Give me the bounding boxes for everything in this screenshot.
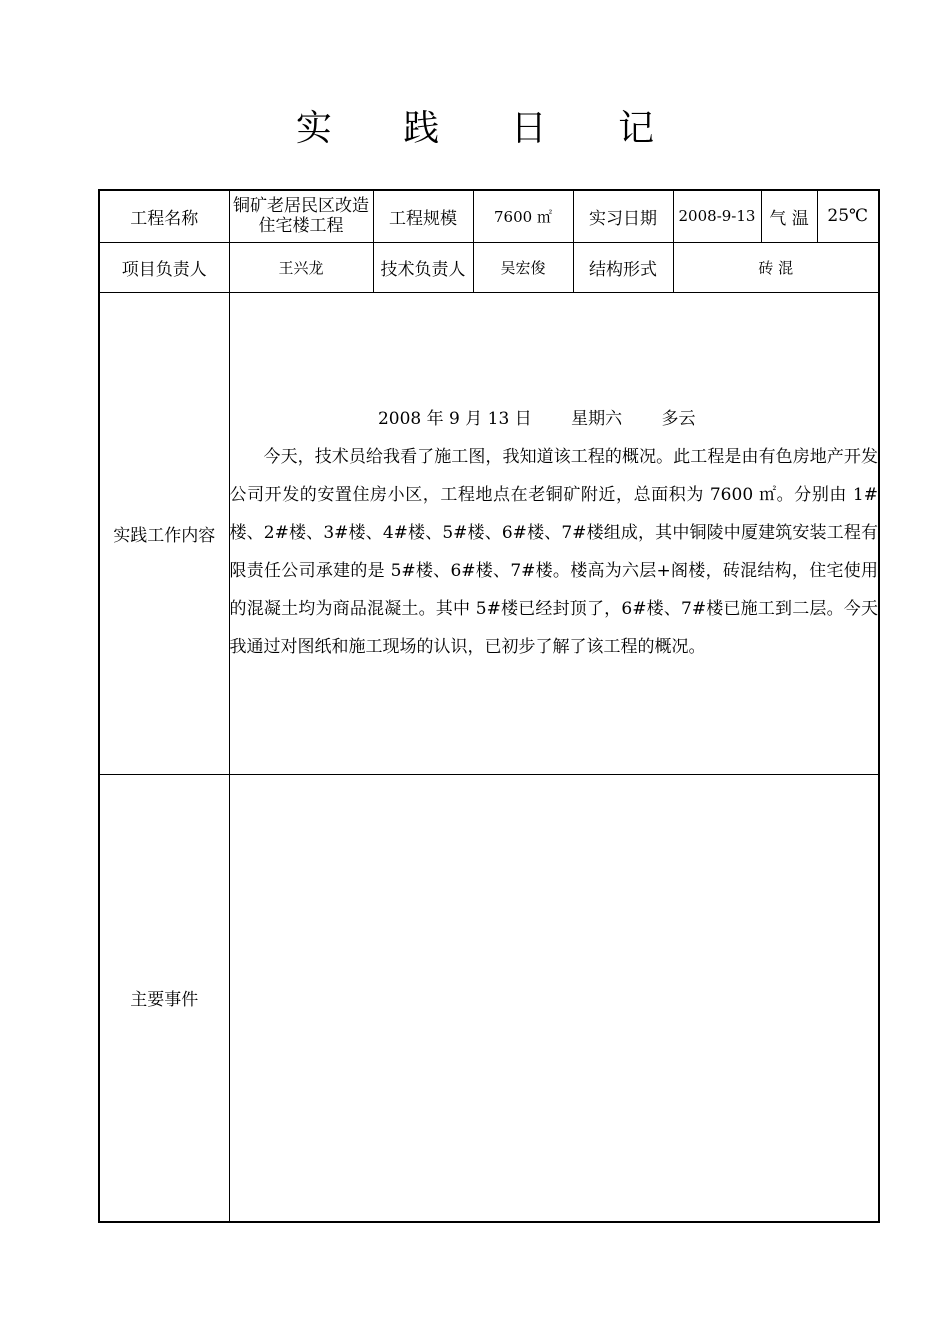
diary-weekday: 星期六 xyxy=(571,409,623,429)
diary-table xyxy=(98,189,880,1223)
diary-date: 2008 年 9 月 13 日 xyxy=(377,409,532,429)
events-label: 主要事件 xyxy=(99,774,229,1222)
header-row-2 xyxy=(99,242,879,292)
project-manager-value: 王兴龙 xyxy=(229,242,373,292)
tech-manager-label: 技术负责人 xyxy=(373,242,473,292)
events-row xyxy=(99,774,879,1222)
structure-value: 砖 混 xyxy=(673,242,879,292)
work-content-label: 实践工作内容 xyxy=(99,292,229,774)
header-row-1 xyxy=(99,190,879,242)
work-content-cell xyxy=(229,292,879,774)
tech-manager-value: 吴宏俊 xyxy=(473,242,573,292)
scale-label: 工程规模 xyxy=(373,190,473,242)
date-label: 实习日期 xyxy=(573,190,673,242)
work-content-row xyxy=(99,292,879,774)
temperature-label: 气 温 xyxy=(761,190,817,242)
project-name-value: 铜矿老居民区改造住宅楼工程 xyxy=(229,190,373,242)
temperature-value: 25℃ xyxy=(817,190,879,242)
work-content-text: 今天，技术员给我看了施工图，我知道该工程的概况。此工程是由有色房地产开发公司开发的安置住房小区，工程地点在老铜矿附近，总面积为 7600 ㎡。分别由 1#楼、2#楼、3#楼、4#楼、5#楼、6#楼、7#楼组成，其中铜陵中厦建筑安装工程有限责任公司承建的是 5#楼、6#楼、7#楼。楼高为六层+阁楼，砖混结构，住宅使用的混凝土均为商品混凝土。其中 5#楼已经封顶了，6#楼、7#楼已施工到二层。今天我通过对图纸和施工现场的认识，已初步了解了该工程的概况。 xyxy=(229,447,878,657)
date-value: 2008-9-13 xyxy=(673,190,761,242)
diary-date-line xyxy=(230,400,879,438)
diary-weather: 多云 xyxy=(661,409,696,429)
events-content xyxy=(229,774,879,1222)
project-manager-label: 项目负责人 xyxy=(99,242,229,292)
project-name-label: 工程名称 xyxy=(99,190,229,242)
page-title: 实 践 日 记 xyxy=(295,108,685,149)
scale-value: 7600 ㎡ xyxy=(473,190,573,242)
structure-label: 结构形式 xyxy=(573,242,673,292)
